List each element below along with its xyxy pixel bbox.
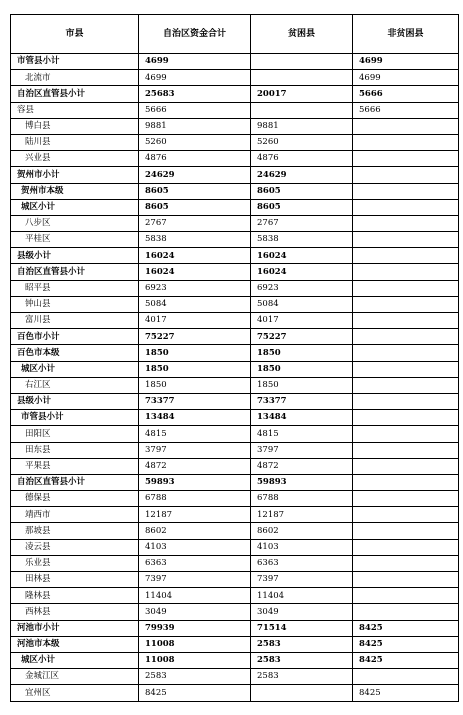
cell-total: 7397 [139, 572, 251, 588]
cell-nonpoor-county: 4699 [353, 54, 459, 70]
cell-nonpoor-county [353, 280, 459, 296]
cell-total: 12187 [139, 507, 251, 523]
cell-poor-county: 20017 [251, 86, 353, 102]
cell-total: 5260 [139, 134, 251, 150]
table-row [11, 86, 459, 102]
cell-county-name: 容县 [11, 102, 139, 118]
cell-total: 4699 [139, 54, 251, 70]
cell-total: 1850 [139, 361, 251, 377]
cell-poor-county: 6788 [251, 491, 353, 507]
table-row [11, 572, 459, 588]
cell-poor-county: 11404 [251, 588, 353, 604]
cell-total: 2583 [139, 669, 251, 685]
cell-total: 11404 [139, 588, 251, 604]
cell-county-name: 河池市本级 [11, 636, 139, 652]
table-row [11, 507, 459, 523]
cell-county-name: 城区小计 [11, 652, 139, 668]
cell-county-name: 田林县 [11, 572, 139, 588]
cell-total: 8602 [139, 523, 251, 539]
cell-county-name: 陆川县 [11, 134, 139, 150]
cell-total: 3049 [139, 604, 251, 620]
cell-county-name: 县级小计 [11, 393, 139, 409]
cell-poor-county: 9881 [251, 118, 353, 134]
cell-total: 4103 [139, 539, 251, 555]
table-row [11, 313, 459, 329]
cell-county-name: 贺州市本级 [11, 183, 139, 199]
cell-poor-county [251, 685, 353, 701]
cell-poor-county: 8605 [251, 199, 353, 215]
cell-county-name: 富川县 [11, 313, 139, 329]
cell-poor-county: 75227 [251, 329, 353, 345]
cell-county-name: 德保县 [11, 491, 139, 507]
table-row [11, 620, 459, 636]
cell-county-name: 河池市小计 [11, 620, 139, 636]
table-row [11, 296, 459, 312]
table-row [11, 54, 459, 70]
cell-total: 3797 [139, 442, 251, 458]
cell-county-name: 昭平县 [11, 280, 139, 296]
cell-poor-county: 2583 [251, 652, 353, 668]
table-row [11, 393, 459, 409]
cell-nonpoor-county: 8425 [353, 685, 459, 701]
cell-nonpoor-county [353, 167, 459, 183]
table-row [11, 410, 459, 426]
cell-poor-county: 4017 [251, 313, 353, 329]
cell-total: 24629 [139, 167, 251, 183]
cell-total: 4699 [139, 70, 251, 86]
cell-poor-county: 6923 [251, 280, 353, 296]
cell-nonpoor-county: 8425 [353, 636, 459, 652]
cell-county-name: 市管县小计 [11, 54, 139, 70]
cell-county-name: 县级小计 [11, 248, 139, 264]
cell-poor-county: 4815 [251, 426, 353, 442]
cell-poor-county: 71514 [251, 620, 353, 636]
header-nonpoor-county: 非贫困县 [353, 15, 459, 54]
cell-total: 13484 [139, 410, 251, 426]
cell-total: 16024 [139, 264, 251, 280]
table-row [11, 361, 459, 377]
cell-county-name: 西林县 [11, 604, 139, 620]
table-row [11, 151, 459, 167]
table-row [11, 215, 459, 231]
table-row [11, 636, 459, 652]
table-row [11, 183, 459, 199]
cell-total: 75227 [139, 329, 251, 345]
cell-nonpoor-county [353, 669, 459, 685]
table-row [11, 248, 459, 264]
cell-total: 8605 [139, 183, 251, 199]
cell-nonpoor-county: 8425 [353, 620, 459, 636]
cell-total: 11008 [139, 636, 251, 652]
cell-nonpoor-county: 4699 [353, 70, 459, 86]
cell-total: 73377 [139, 393, 251, 409]
cell-nonpoor-county [353, 474, 459, 490]
cell-poor-county [251, 70, 353, 86]
cell-poor-county: 6363 [251, 555, 353, 571]
table-row [11, 232, 459, 248]
cell-poor-county: 8605 [251, 183, 353, 199]
cell-total: 4815 [139, 426, 251, 442]
cell-total: 6923 [139, 280, 251, 296]
cell-county-name: 田东县 [11, 442, 139, 458]
cell-poor-county: 5084 [251, 296, 353, 312]
cell-county-name: 城区小计 [11, 199, 139, 215]
cell-county-name: 自治区直管县小计 [11, 264, 139, 280]
cell-county-name: 隆林县 [11, 588, 139, 604]
table-row [11, 70, 459, 86]
cell-poor-county: 3049 [251, 604, 353, 620]
table-row [11, 280, 459, 296]
cell-nonpoor-county [353, 555, 459, 571]
cell-poor-county: 5838 [251, 232, 353, 248]
cell-poor-county: 8602 [251, 523, 353, 539]
cell-poor-county [251, 102, 353, 118]
cell-nonpoor-county [353, 134, 459, 150]
cell-nonpoor-county: 5666 [353, 86, 459, 102]
cell-nonpoor-county [353, 183, 459, 199]
cell-total: 8425 [139, 685, 251, 701]
cell-nonpoor-county [353, 232, 459, 248]
cell-poor-county: 2583 [251, 636, 353, 652]
header-total: 自治区资金合计 [139, 15, 251, 54]
cell-poor-county: 4103 [251, 539, 353, 555]
table-row [11, 523, 459, 539]
cell-total: 6363 [139, 555, 251, 571]
cell-poor-county: 24629 [251, 167, 353, 183]
cell-nonpoor-county [353, 118, 459, 134]
table-row [11, 199, 459, 215]
table-row [11, 377, 459, 393]
cell-total: 1850 [139, 345, 251, 361]
cell-county-name: 兴业县 [11, 151, 139, 167]
cell-county-name: 八步区 [11, 215, 139, 231]
header-poor-county: 贫困县 [251, 15, 353, 54]
cell-total: 16024 [139, 248, 251, 264]
cell-total: 11008 [139, 652, 251, 668]
cell-county-name: 钟山县 [11, 296, 139, 312]
cell-poor-county: 5260 [251, 134, 353, 150]
cell-county-name: 自治区直管县小计 [11, 474, 139, 490]
table-row [11, 442, 459, 458]
cell-nonpoor-county [353, 539, 459, 555]
cell-nonpoor-county [353, 458, 459, 474]
cell-nonpoor-county [353, 572, 459, 588]
cell-total: 79939 [139, 620, 251, 636]
cell-county-name: 平桂区 [11, 232, 139, 248]
cell-nonpoor-county [353, 377, 459, 393]
cell-poor-county: 16024 [251, 264, 353, 280]
cell-nonpoor-county [353, 361, 459, 377]
cell-poor-county: 4876 [251, 151, 353, 167]
table-row [11, 264, 459, 280]
cell-nonpoor-county [353, 329, 459, 345]
table-row [11, 652, 459, 668]
cell-nonpoor-county [353, 199, 459, 215]
table-row [11, 167, 459, 183]
cell-nonpoor-county [353, 491, 459, 507]
cell-county-name: 百色市小计 [11, 329, 139, 345]
cell-nonpoor-county: 5666 [353, 102, 459, 118]
table-row [11, 426, 459, 442]
cell-nonpoor-county [353, 151, 459, 167]
cell-nonpoor-county [353, 588, 459, 604]
table-row [11, 345, 459, 361]
cell-county-name: 自治区直管县小计 [11, 86, 139, 102]
cell-poor-county: 7397 [251, 572, 353, 588]
cell-nonpoor-county [353, 345, 459, 361]
cell-poor-county: 73377 [251, 393, 353, 409]
cell-poor-county: 59893 [251, 474, 353, 490]
cell-nonpoor-county: 8425 [353, 652, 459, 668]
cell-county-name: 右江区 [11, 377, 139, 393]
cell-poor-county [251, 54, 353, 70]
funds-table [10, 14, 459, 702]
cell-county-name: 田阳区 [11, 426, 139, 442]
cell-poor-county: 1850 [251, 345, 353, 361]
cell-poor-county: 2767 [251, 215, 353, 231]
table-row [11, 134, 459, 150]
cell-nonpoor-county [353, 215, 459, 231]
cell-nonpoor-county [353, 523, 459, 539]
cell-total: 59893 [139, 474, 251, 490]
cell-nonpoor-county [353, 393, 459, 409]
cell-total: 4876 [139, 151, 251, 167]
table-row [11, 539, 459, 555]
table-row [11, 102, 459, 118]
header-county: 市县 [11, 15, 139, 54]
cell-county-name: 贺州市小计 [11, 167, 139, 183]
cell-total: 5084 [139, 296, 251, 312]
cell-county-name: 平果县 [11, 458, 139, 474]
cell-nonpoor-county [353, 248, 459, 264]
table-row [11, 118, 459, 134]
cell-poor-county: 3797 [251, 442, 353, 458]
cell-poor-county: 13484 [251, 410, 353, 426]
cell-county-name: 宜州区 [11, 685, 139, 701]
cell-poor-county: 4872 [251, 458, 353, 474]
cell-county-name: 乐业县 [11, 555, 139, 571]
cell-poor-county: 1850 [251, 377, 353, 393]
table-row [11, 685, 459, 701]
cell-nonpoor-county [353, 313, 459, 329]
cell-nonpoor-county [353, 604, 459, 620]
cell-county-name: 市管县小计 [11, 410, 139, 426]
table-row [11, 329, 459, 345]
cell-total: 25683 [139, 86, 251, 102]
cell-county-name: 那坡县 [11, 523, 139, 539]
cell-total: 4872 [139, 458, 251, 474]
cell-total: 1850 [139, 377, 251, 393]
table-body [11, 54, 459, 702]
table-row [11, 491, 459, 507]
table-row [11, 555, 459, 571]
cell-county-name: 凌云县 [11, 539, 139, 555]
cell-county-name: 靖西市 [11, 507, 139, 523]
cell-total: 5666 [139, 102, 251, 118]
cell-nonpoor-county [353, 442, 459, 458]
cell-total: 5838 [139, 232, 251, 248]
cell-nonpoor-county [353, 296, 459, 312]
cell-nonpoor-county [353, 264, 459, 280]
cell-nonpoor-county [353, 507, 459, 523]
cell-nonpoor-county [353, 426, 459, 442]
cell-total: 2767 [139, 215, 251, 231]
cell-poor-county: 1850 [251, 361, 353, 377]
table-row [11, 474, 459, 490]
cell-county-name: 金城江区 [11, 669, 139, 685]
cell-poor-county: 12187 [251, 507, 353, 523]
table-row [11, 604, 459, 620]
cell-total: 8605 [139, 199, 251, 215]
cell-county-name: 城区小计 [11, 361, 139, 377]
cell-total: 9881 [139, 118, 251, 134]
table-row [11, 669, 459, 685]
cell-county-name: 北流市 [11, 70, 139, 86]
table-row [11, 458, 459, 474]
cell-county-name: 博白县 [11, 118, 139, 134]
cell-total: 6788 [139, 491, 251, 507]
cell-poor-county: 2583 [251, 669, 353, 685]
cell-poor-county: 16024 [251, 248, 353, 264]
table-header-row [11, 15, 459, 54]
cell-total: 4017 [139, 313, 251, 329]
cell-nonpoor-county [353, 410, 459, 426]
cell-county-name: 百色市本级 [11, 345, 139, 361]
table-row [11, 588, 459, 604]
